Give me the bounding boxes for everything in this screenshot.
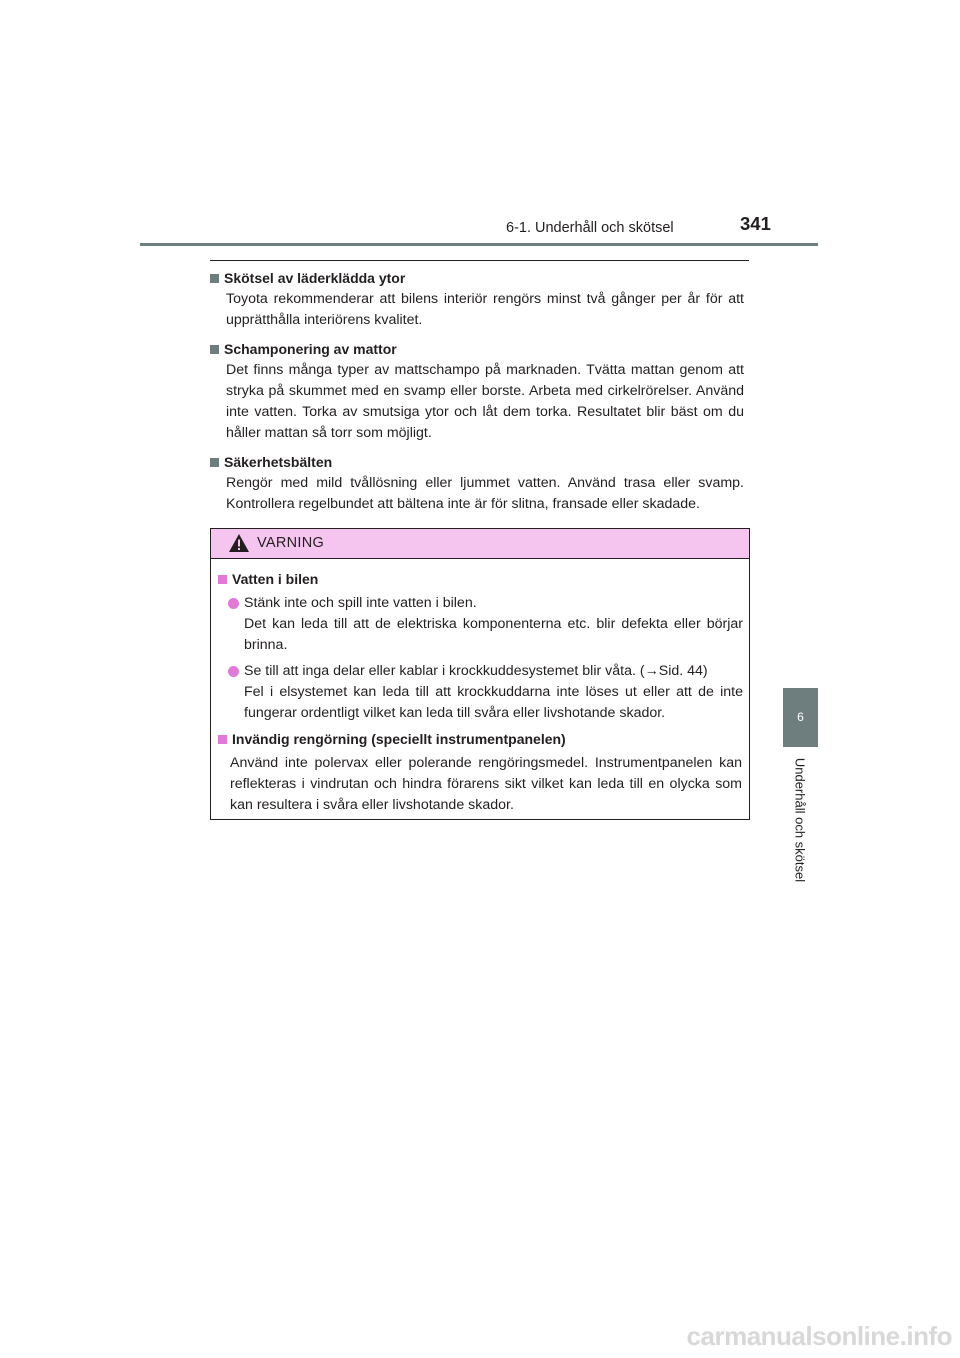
topic-heading — [210, 339, 750, 360]
warning-body — [211, 559, 749, 816]
topic-heading-text: Säkerhetsbälten — [224, 454, 333, 470]
topic-leather-care — [210, 268, 750, 331]
topic-body: Det finns många typer av mattschampo på marknaden. Tvätta mattan genom att stryka på skummet med en svamp eller borste. Arbeta med cirkelrörelser. Använd inte vatten. Torka av smutsiga ytor och låt dem torka. Resultatet blir bäst om du håller mattan så torr som möjligt. — [226, 362, 744, 441]
page-number: 341 — [740, 213, 771, 234]
warning-item-line: Det kan leda till att de elektriska komponenterna etc. blir defekta eller börjar brinna. — [244, 616, 743, 653]
topic-heading-text: Skötsel av läderklädda ytor — [224, 270, 406, 286]
warning-item-text — [244, 593, 743, 656]
chapter-tab: 6 — [783, 688, 818, 747]
topic-body: Rengör med mild tvållösning eller ljummet vatten. Använd trasa eller svamp. Kontrollera regelbundet att bältena inte är för slitna, fransade eller skadade. — [226, 475, 744, 512]
square-bullet-icon — [210, 345, 219, 354]
warning-item — [218, 593, 743, 656]
section-label: 6-1. Underhåll och skötsel — [506, 220, 674, 236]
warning-item-text — [244, 661, 743, 724]
warning-triangle-icon — [228, 533, 250, 553]
warning-item — [218, 661, 743, 724]
square-bullet-icon — [210, 458, 219, 467]
topic-seatbelts — [210, 452, 750, 515]
warning-box — [210, 528, 750, 820]
content-top-rule — [210, 260, 749, 261]
warning-section-heading — [218, 569, 743, 590]
square-bullet-icon — [210, 274, 219, 283]
watermark: carmanualsonline.info — [686, 1321, 952, 1351]
topic-heading — [210, 268, 750, 289]
topic-heading — [210, 452, 750, 473]
warning-section-heading-text: Invändig rengörning (speciellt instrumentpanelen) — [232, 731, 566, 747]
main-content — [210, 268, 750, 523]
topic-carpet-shampoo — [210, 339, 750, 444]
page-header — [0, 0, 960, 250]
warning-paragraph: Använd inte polervax eller polerande rengöringsmedel. Instrumentpanelen kan reflekteras i vindrutan och hindra förarens sikt vilket kan leda till en olycka som kan resultera i svåra eller livshotande skador. — [230, 755, 742, 813]
warning-item-line: Fel i elsystemet kan leda till att krockkuddarna inte löses ut eller att de inte fungerar ordentligt vilket kan leda till svåra eller livshotande skador. — [244, 684, 743, 721]
chapter-title: Underhåll och skötsel — [792, 757, 808, 883]
warning-section-heading-text: Vatten i bilen — [232, 571, 319, 587]
warning-item-line: Se till att inga delar eller kablar i krockkuddesystemet blir våta. (→Sid. 44) — [244, 663, 708, 679]
round-bullet-icon — [228, 598, 239, 609]
warning-title: VARNING — [257, 535, 325, 551]
warning-header — [211, 529, 749, 559]
warning-item-line: Stänk inte och spill inte vatten i bilen. — [244, 595, 477, 611]
header-rule — [140, 243, 818, 246]
warning-section-heading — [218, 729, 743, 750]
topic-body: Toyota rekommenderar att bilens interiör rengörs minst två gånger per år för att upprätthålla interiörens kvalitet. — [226, 291, 744, 328]
square-bullet-icon — [218, 575, 227, 584]
round-bullet-icon — [228, 666, 239, 677]
topic-heading-text: Schamponering av mattor — [224, 341, 397, 357]
square-bullet-icon — [218, 735, 227, 744]
